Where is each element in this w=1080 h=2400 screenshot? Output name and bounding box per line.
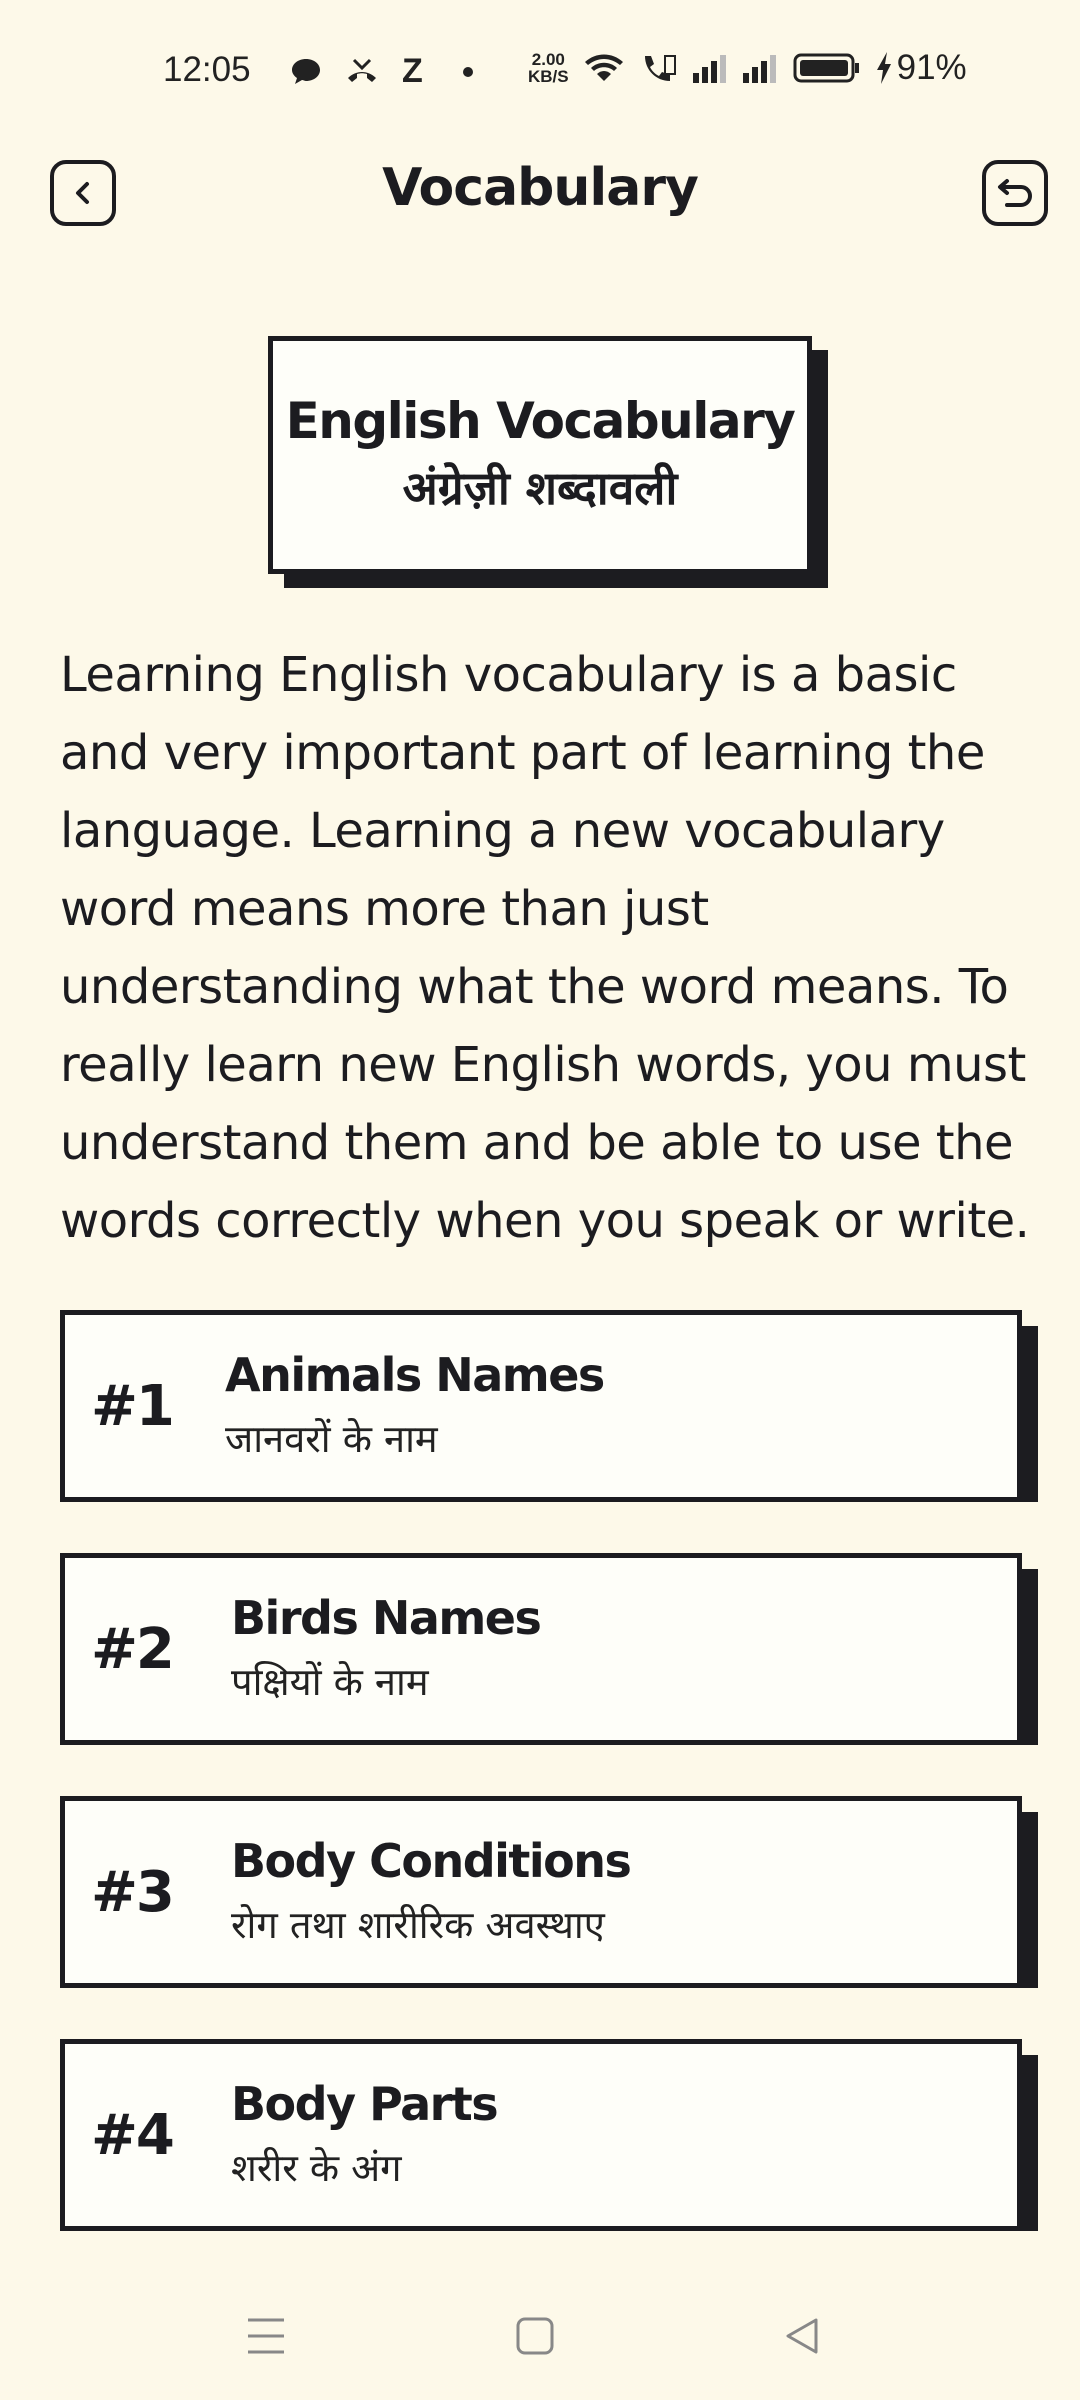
topic-item-1[interactable]	[60, 1310, 1038, 1502]
chat-bubble-icon	[290, 57, 322, 87]
notification-icons	[290, 52, 473, 91]
status-time: 12:05	[163, 50, 251, 89]
topic-number: #2	[91, 1616, 173, 1682]
topic-card[interactable]	[60, 1310, 1022, 1502]
topic-subtitle: पक्षियों के नाम	[231, 1660, 429, 1704]
dot-indicator-icon	[463, 67, 473, 77]
intro-paragraph: Learning English vocabulary is a basic and very important part of learning the language. Learning a new vocabulary word means more than just understanding what the word means. To really learn new English words, you must understand them and be able to use the words correctly when you speak or write.	[60, 647, 1030, 1249]
topic-subtitle: शरीर के अंग	[231, 2146, 402, 2190]
topic-item-3[interactable]	[60, 1796, 1038, 1988]
status-bar	[0, 0, 1080, 145]
wifi-icon	[583, 52, 625, 84]
topic-title: Body Parts	[231, 2077, 498, 2131]
topic-item-4[interactable]	[60, 2039, 1038, 2231]
topic-text	[231, 1591, 540, 1707]
triangle-back-icon	[782, 2316, 822, 2356]
topic-title: Birds Names	[231, 1591, 541, 1645]
exit-button[interactable]	[982, 160, 1048, 226]
net-speed	[528, 51, 569, 85]
z-indicator: Z	[402, 52, 423, 90]
title-card-body	[268, 336, 812, 574]
topic-title: Body Conditions	[231, 1834, 631, 1888]
topic-item-2[interactable]	[60, 1553, 1038, 1745]
page-title: Vocabulary	[382, 158, 698, 218]
topic-text	[231, 1834, 630, 1950]
system-nav-bar	[0, 2290, 1080, 2380]
missed-call-icon	[344, 58, 380, 86]
topic-subtitle: रोग तथा शारीरिक अवस्थाए	[231, 1903, 605, 1947]
topic-subtitle: जानवरों के नाम	[225, 1417, 438, 1461]
recent-apps-button[interactable]	[236, 2306, 296, 2366]
net-speed-unit: KB/S	[528, 67, 569, 86]
app-header	[0, 150, 1080, 240]
signal-1-icon	[693, 53, 729, 83]
title-card	[268, 336, 828, 588]
signal-2-icon	[743, 53, 779, 83]
title-hindi: अंग्रेज़ी शब्दावली	[402, 461, 678, 515]
topic-card[interactable]	[60, 1796, 1022, 1988]
title-english: English Vocabulary	[285, 392, 795, 450]
home-button[interactable]	[505, 2306, 565, 2366]
menu-icon	[246, 2316, 286, 2356]
topic-number: #3	[91, 1859, 173, 1925]
topic-text	[231, 2077, 497, 2193]
topic-number: #1	[91, 1373, 173, 1439]
topic-card[interactable]	[60, 1553, 1022, 1745]
system-back-button[interactable]	[772, 2306, 832, 2366]
home-square-icon	[515, 2316, 555, 2356]
charging-icon	[875, 52, 893, 84]
topic-text	[225, 1348, 604, 1464]
return-icon	[995, 176, 1035, 210]
battery-percent: 91%	[896, 48, 967, 87]
topic-number: #4	[91, 2102, 173, 2168]
system-status-icons	[528, 48, 967, 88]
wifi-calling-icon	[639, 52, 679, 84]
topic-title: Animals Names	[225, 1348, 604, 1402]
net-speed-value: 2.00	[531, 50, 565, 69]
battery-icon	[793, 52, 861, 84]
topic-card[interactable]	[60, 2039, 1022, 2231]
